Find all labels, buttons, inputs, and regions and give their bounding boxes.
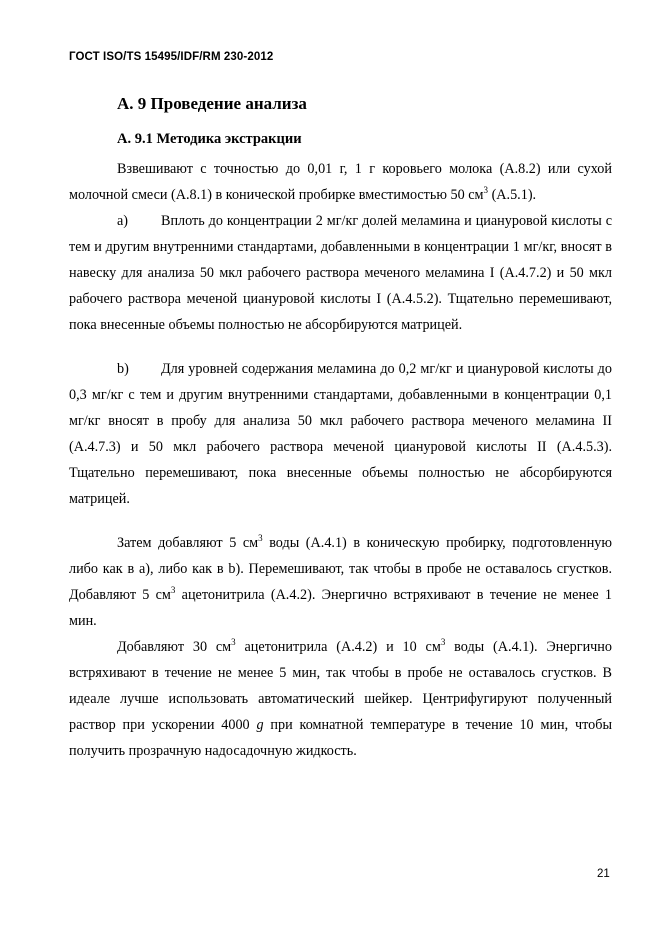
page-number: 21 bbox=[597, 868, 610, 880]
list-marker-b: b) bbox=[117, 361, 129, 377]
paragraph-acetonitrile-text-3: воды (А.4.1). Энергично встряхивают в течение не менее 5 мин, так чтобы в пробе не оставалось сгустков. В идеале лучше использовать автоматический шейкер. Центрифугируют полученный раствор при ускорении 4000 bbox=[69, 639, 612, 733]
paragraph-weighing bbox=[69, 156, 612, 208]
superscript: 3 bbox=[258, 533, 263, 543]
paragraph-add-water-text-3: ацетонитрила (А.4.2). Энергично встряхивают в течение не менее 1 мин. bbox=[69, 587, 612, 629]
section-title: А. 9 Проведение анализа bbox=[117, 94, 307, 113]
paragraph-weighing-text: Взвешивают с точностью до 0,01 г, 1 г коровьего молока (А.8.2) или сухой молочной смеси (А.8.1) в конической пробирке вместимостью 50 см bbox=[69, 161, 612, 203]
paragraph-acetonitrile-text: Добавляют 30 см bbox=[117, 639, 232, 655]
list-marker-a: a) bbox=[117, 213, 129, 229]
superscript: 3 bbox=[440, 637, 446, 647]
superscript: 3 bbox=[170, 585, 176, 595]
paragraph-item-b bbox=[69, 356, 612, 512]
paragraph-item-b-text: Для уровней содержания меламина до 0,2 мг/кг и циануровой кислоты до 0,3 мг/кг с тем и другим внутренними стандартами, добавленными в концентрации 0,1 мг/кг вносят в пробу для анализа 50 мкл рабочего раствора меченого меламина II (А.4.7.3) и 50 мкл рабочего раствора меченой циануровой кислоты II (А.4.5.3). Тщательно перемешивают, пока внесенные объемы полностью не абсорбируются матрицей. bbox=[69, 361, 612, 507]
paragraph-add-water bbox=[69, 530, 612, 634]
paragraph-acetonitrile-text-2: ацетонитрила (А.4.2) и 10 см bbox=[235, 639, 441, 655]
paragraph-acetonitrile-text-4: при комнатной температуре в течение 10 мин, чтобы получить прозрачную надосадочную жидкость. bbox=[69, 717, 612, 759]
paragraph-acetonitrile bbox=[69, 634, 612, 764]
paragraph-weighing-text-end: (А.5.1). bbox=[488, 187, 537, 203]
paragraph-add-water-text: Затем добавляют 5 см bbox=[117, 535, 259, 551]
paragraph-item-a bbox=[69, 208, 612, 338]
paragraph-item-a-text: Вплоть до концентрации 2 мг/кг долей меламина и циануровой кислоты с тем и другим внутренними стандартами, добавленными в концентрации 1 мг/кг, вносят в навеску для анализа 50 мкл рабочего раствора меченого меламина I (А.4.7.2) и 50 мкл рабочего раствора меченой циануровой кислоты I (А.4.5.2). Тщательно перемешивают, пока внесенные объемы полностью не абсорбируются матрицей. bbox=[69, 213, 612, 333]
superscript: 3 bbox=[483, 185, 489, 195]
superscript: 3 bbox=[231, 637, 236, 647]
gravity-symbol: g bbox=[256, 717, 264, 733]
subsection-title: А. 9.1 Методика экстракции bbox=[117, 131, 302, 147]
body-text bbox=[69, 156, 612, 764]
paragraph-add-water-text-2: воды (А.4.1) в коническую пробирку, подготовленную либо как в a), либо как в b). Перемешивают, так чтобы в пробе не оставалось сгустков. Добавляют 5 см bbox=[69, 535, 612, 603]
document-code-header: ГОСТ ISO/TS 15495/IDF/RM 230-2012 bbox=[69, 51, 274, 63]
